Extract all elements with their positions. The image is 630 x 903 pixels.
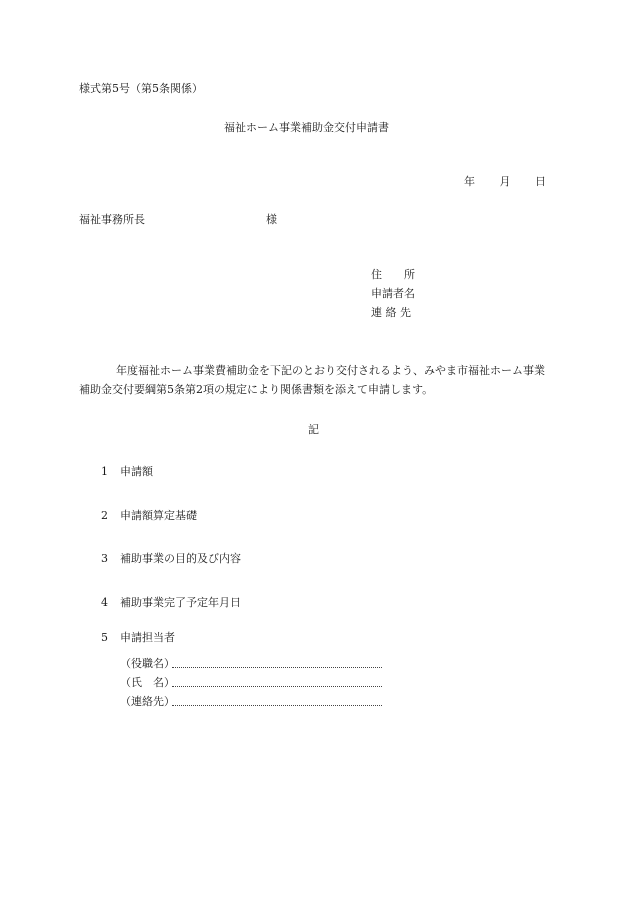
item-number: 3 [101,552,108,565]
addressee: 福祉事務所長 [79,213,145,226]
form-number: 様式第5号（第5条関係） [79,82,203,95]
item-label: 補助事業完了予定年月日 [120,596,241,609]
item-number: 4 [101,596,108,609]
item-person-in-charge [101,632,175,643]
contact-person-block [120,650,382,707]
date-month: 月 [499,175,511,188]
item-label: 申請額算定基礎 [120,509,197,522]
date-day: 日 [535,175,546,188]
document-title: 福祉ホーム事業補助金交付申請書 [224,121,389,134]
contact-field-line[interactable] [172,705,382,706]
applicant-contact-label: 連 絡 先 [371,306,411,319]
item-purpose-content [101,553,241,564]
position-label: （役職名） [120,657,175,670]
ki-heading: 記 [308,423,319,436]
contact-label: （連絡先） [120,695,175,708]
item-amount-basis [101,510,197,521]
item-number: 5 [101,631,108,644]
applicant-block [371,269,415,326]
item-label: 申請額 [120,465,153,478]
date-year: 年 [464,175,475,188]
applicant-address-label: 住 所 [371,268,415,281]
name-field-line[interactable] [172,686,382,687]
applicant-name-label: 申請者名 [371,287,415,300]
item-number: 2 [101,509,108,522]
contact-row-contact [120,688,382,707]
name-label: （氏 名） [120,676,175,689]
item-label: 補助事業の目的及び内容 [120,552,241,565]
body-text: 年度福祉ホーム事業費補助金を下記のとおり交付されるよう、みやま市福祉ホーム事業補助金交付要綱第5条第2項の規定により関係書類を添えて申請します。 [79,364,545,396]
contact-row-position [120,650,382,669]
item-completion-date [101,597,241,608]
item-application-amount [101,466,153,477]
date-line [464,176,546,187]
position-field-line[interactable] [172,667,382,668]
item-number: 1 [101,465,108,478]
item-label: 申請担当者 [120,631,175,644]
honorific: 様 [266,213,277,226]
contact-row-name [120,669,382,688]
